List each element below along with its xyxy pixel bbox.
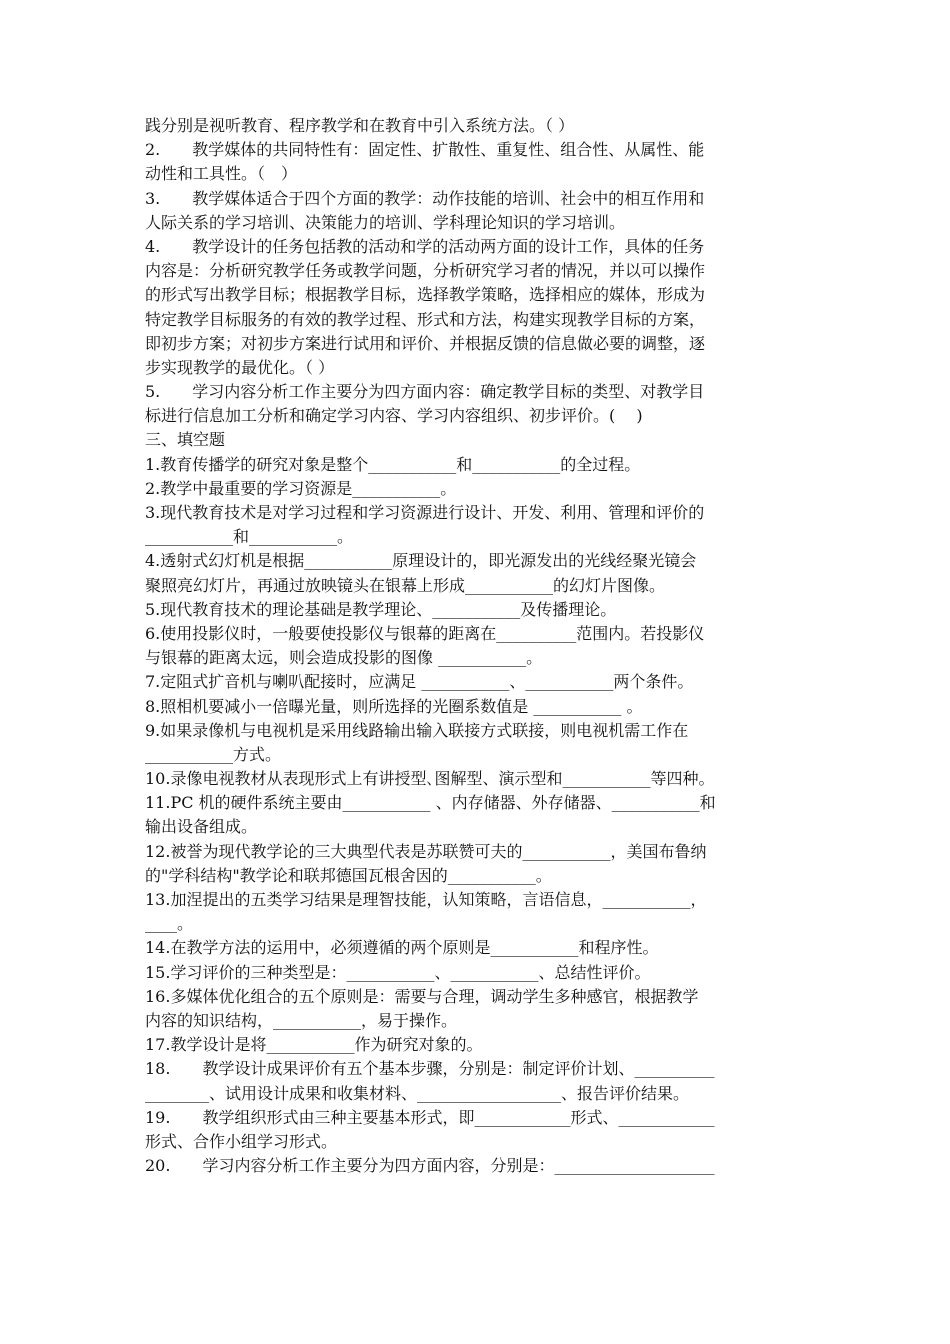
text-line: 步实现教学的最优化。（ ） (145, 357, 335, 377)
text-line: 即初步方案；对初步方案进行试用和评价、并根据反馈的信息做必要的调整，逐 (145, 333, 706, 353)
text-line: 8.照相机要减小一倍曝光量，则所选择的光圈系数值是 ___________ 。 (145, 696, 643, 716)
text-line: 的"学科结构"教学论和联邦德国瓦根舍因的___________。 (145, 865, 552, 885)
text-line: 7.定阻式扩音机与喇叭配接时，应满足 ___________、___________两个条件。 (145, 672, 694, 692)
text-line: 2.教学中最重要的学习资源是___________。 (145, 478, 457, 498)
text-line: 17.教学设计是将___________作为研究对象的。 (145, 1035, 483, 1055)
text-line: 16.多媒体优化组合的五个原则是：需要与合理，调动学生多种感官，根据教学 (145, 986, 699, 1006)
text-line: 13.加涅提出的五类学习结果是理智技能，认知策略，言语信息，___________， (145, 890, 707, 909)
text-line: 动性和工具性。（ ） (145, 164, 298, 184)
text-line: 形式、合作小组学习形式。 (145, 1131, 338, 1151)
text-line: 10.录像电视教材从表现形式上有讲授型､图解型、演示型和___________等四种。 (145, 769, 715, 789)
text-line: 人际关系的学习培训、决策能力的培训、学科理论知识的学习培训。 (145, 212, 626, 232)
text-line: 输出设备组成。 (145, 817, 258, 837)
text-line: 9.如果录像机与电视机是采用线路输出输入联接方式联接，则电视机需工作在 (145, 720, 689, 740)
text-line: ____。 (145, 914, 194, 934)
text-line: 20. 学习内容分析工作主要分为四方面内容，分别是：____________________ (145, 1156, 715, 1176)
text-line: 4.透射式幻灯机是根据___________原理设计的，即光源发出的光线经聚光镜会 (145, 551, 697, 571)
document-page (145, 114, 810, 1178)
text-line: 12.被誉为现代教学论的三大典型代表是苏联赞可夫的___________，美国布鲁纳 (145, 841, 707, 861)
text-line: 11.PC 机的硬件系统主要由___________ 、内存储器、外存储器、___________和 (145, 793, 716, 813)
text-line: ___________方式。 (145, 744, 282, 764)
text-line: 3.现代教育技术是对学习过程和学习资源进行设计、开发、利用、管理和评价的 (145, 503, 705, 522)
text-line: 18. 教学设计成果评价有五个基本步骤，分别是：制定评价计划、__________ (145, 1059, 715, 1079)
text-line: 内容是：分析研究教学任务或教学问题，分析研究学习者的情况，并以可以操作 (145, 261, 706, 281)
text-line: 3. 教学媒体适合于四个方面的教学：动作技能的培训、社会中的相互作用和 (145, 188, 705, 208)
text-line: ________、试用设计成果和收集材料、__________________、报告评价结果。 (145, 1083, 690, 1103)
text-line: 4. 教学设计的任务包括教的活动和学的活动两方面的设计工作，具体的任务 (145, 236, 705, 256)
text-line: 2. 教学媒体的共同特性有：固定性、扩散性、重复性、组合性、从属性、能 (145, 140, 705, 160)
text-line: 聚照亮幻灯片，再通过放映镜头在银幕上形成___________的幻灯片图像。 (145, 575, 666, 595)
text-line: 5.现代教育技术的理论基础是教学理论、___________及传播理论。 (145, 599, 617, 619)
text-line: 6.使用投影仪时，一般要使投影仪与银幕的距离在__________范围内。若投影仪 (145, 623, 705, 643)
text-line: 1.教育传播学的研究对象是整个___________和___________的全过程。 (145, 454, 641, 474)
text-line: 内容的知识结构，___________，易于操作。 (145, 1010, 458, 1030)
text-line: 14.在教学方法的运用中，必须遵循的两个原则是___________和程序性。 (145, 938, 659, 958)
text-line: 5. 学习内容分析工作主要分为四方面内容：确定教学目标的类型、对教学目 (145, 382, 705, 402)
text-line: 的形式写出教学目标；根据教学目标，选择教学策略，选择相应的媒体，形成为 (145, 285, 706, 305)
text-line: 践分别是视听教育、程序教学和在教育中引入系统方法。（ ） (145, 116, 575, 135)
text-line: 特定教学目标服务的有效的教学过程、形式和方法，构建实现教学目标的方案， (145, 309, 706, 329)
text-line: 15.学习评价的三种类型是：___________、___________、总结性评价。 (145, 962, 651, 982)
text-line: 与银幕的距离太远，则会造成投影的图像 ___________。 (145, 648, 543, 668)
text-line: 标进行信息加工分析和确定学习内容、学习内容组织、初步评价。( ) (145, 406, 643, 426)
text-line: 19. 教学组织形式由三种主要基本形式，即____________形式、____________ (145, 1107, 715, 1127)
text-line: ___________和___________。 (145, 527, 354, 547)
section-heading: 三、填空题 (145, 430, 226, 450)
